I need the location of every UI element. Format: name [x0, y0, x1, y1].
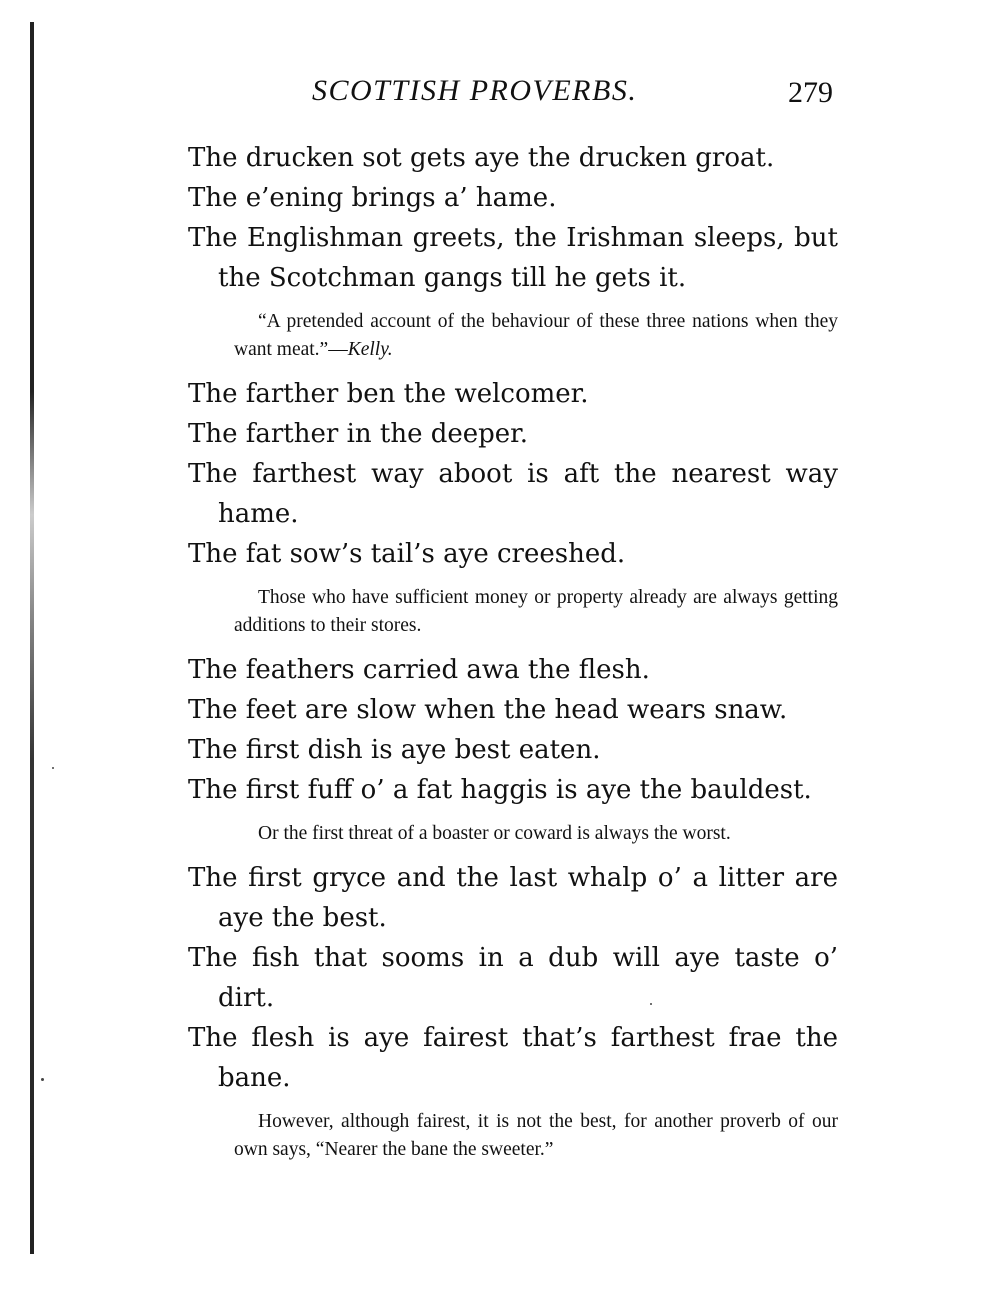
proverb-entry: The first fuff o’ a fat haggis is aye the bauldest. [188, 775, 812, 805]
page-number: 279 [788, 76, 833, 109]
note-citation: Kelly. [347, 339, 393, 360]
page-body [188, 138, 838, 1174]
proverb-entry: The farther ben the welcomer. [188, 379, 589, 409]
proverb-entry: The drucken sot gets aye the drucken groat. [188, 143, 775, 173]
proverb-entry: The fat sow’s tail’s aye creeshed. [188, 539, 626, 569]
scan-binding-edge [30, 22, 34, 1254]
proverb-note [234, 308, 838, 364]
proverb-note: Or the first threat of a boaster or coward is always the worst. [258, 823, 731, 844]
proverb-entry: The Englishman greets, the Irishman sleeps, but the Scotchman gangs till he gets it. [188, 223, 838, 293]
proverb-note: Those who have sufficient money or property already are always getting additions to their stores. [234, 587, 838, 636]
proverb-entry: The first dish is aye best eaten. [188, 735, 601, 765]
proverb-entry: The first gryce and the last whalp o’ a litter are aye the best. [188, 863, 838, 933]
running-title: SCOTTISH PROVERBS. [312, 74, 638, 107]
proverb-entry: The flesh is aye fairest that’s farthest frae the bane. [188, 1023, 838, 1093]
proverb-entry: The farther in the deeper. [188, 419, 529, 449]
proverb-entry: The feet are slow when the head wears snaw. [188, 695, 788, 725]
proverb-entry: The fish that sooms in a dub will aye taste o’ dirt. [188, 943, 838, 1013]
proverb-entry: The e’ening brings a’ hame. [188, 183, 557, 213]
proverb-entry: The farthest way aboot is aft the nearest way hame. [188, 459, 838, 529]
proverb-note: However, although fairest, it is not the best, for another proverb of our own says, “Nearer the bane the sweeter.” [234, 1111, 838, 1160]
proverb-entry: The feathers carried awa the flesh. [188, 655, 650, 685]
note-text: “A pretended account of the behaviour of these three nations when they want meat.”— [234, 311, 838, 360]
scan-speck [52, 767, 54, 769]
scan-speck [41, 1078, 44, 1081]
